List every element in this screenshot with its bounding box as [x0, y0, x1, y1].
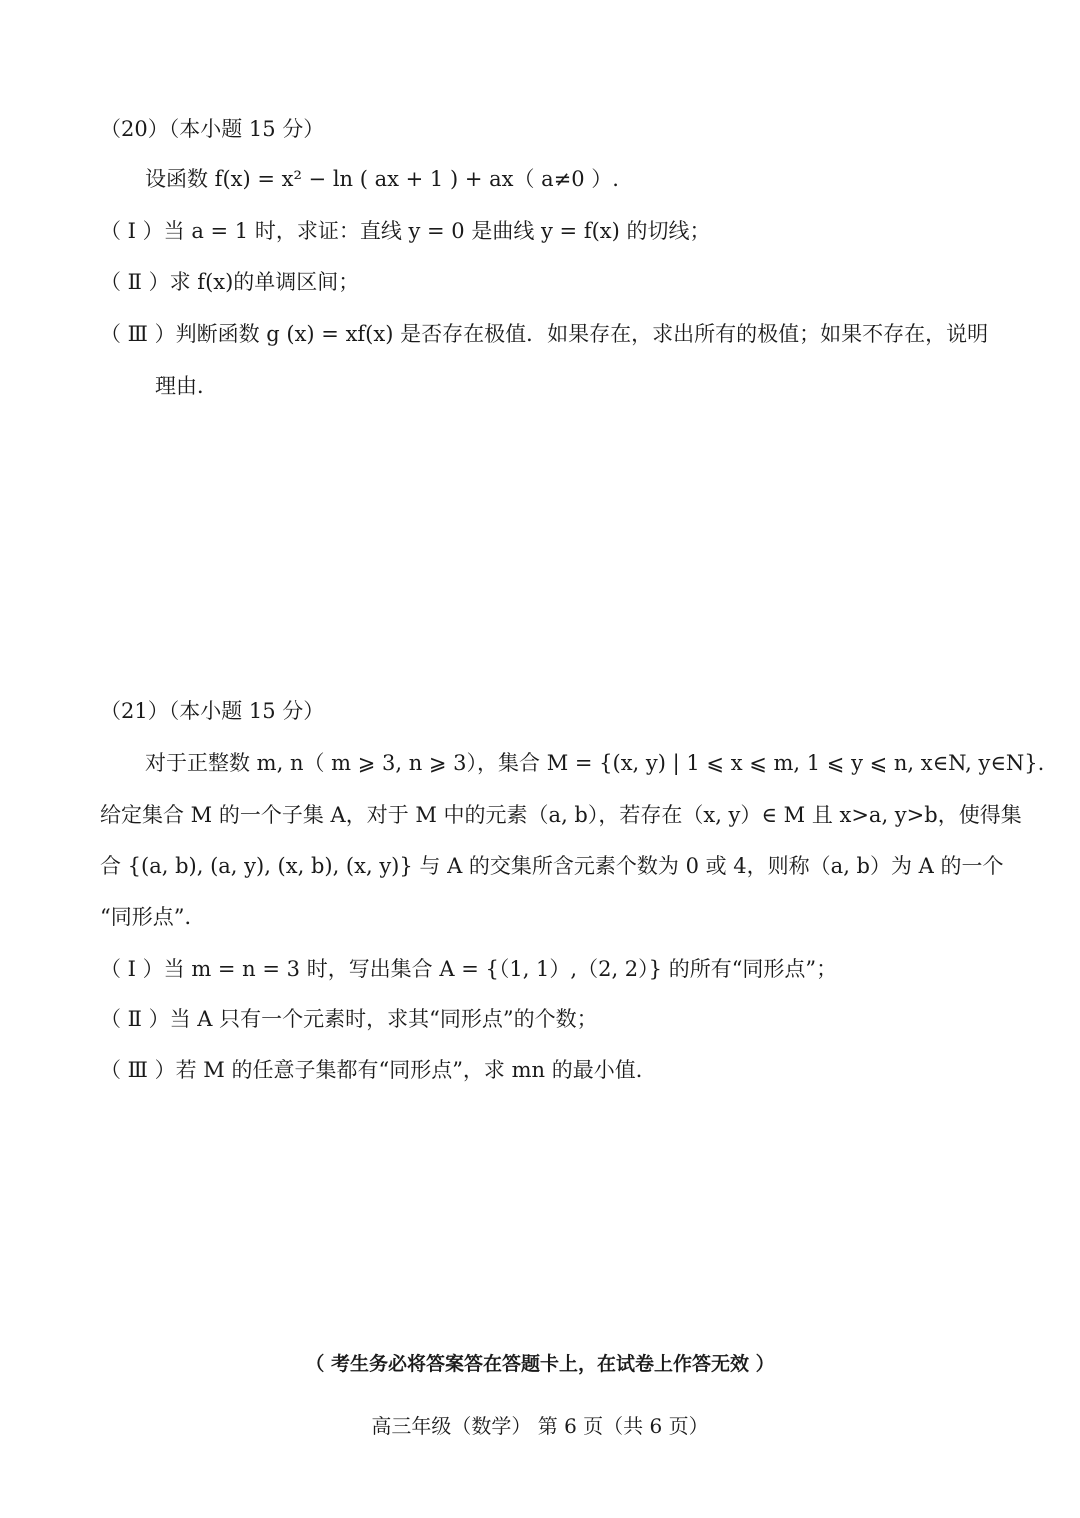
q20-part2: （ Ⅱ ）求 f(x)的单调区间；	[100, 270, 360, 294]
q20-stem: 设函数 f(x) = x² − ln ( ax + 1 ) + ax（ a≠0 ）.	[145, 167, 619, 191]
q20-part3-line2: 理由．	[155, 374, 218, 398]
q21-stem-line1: 对于正整数 m, n（ m ⩾ 3, n ⩾ 3），集合 M = {(x, y) | 1 ⩽ x ⩽ m, 1 ⩽ y ⩽ n, x∈N, y∈N}.	[145, 751, 1045, 775]
q21-header: （21）（本小题 15 分）	[100, 699, 325, 723]
q20-header: （20）（本小题 15 分）	[100, 117, 325, 141]
q20-part3-line1: （ Ⅲ ）判断函数 g (x) = xf(x) 是否存在极值．如果存在，求出所有的极值；如果不存在，说明	[100, 322, 989, 346]
answer-notice: （ 考生务必将答案答在答题卡上，在试卷上作答无效 ）	[305, 1353, 775, 1375]
q21-part1: （ Ⅰ ）当 m = n = 3 时，写出集合 A = {（1, 1）,（2, 2）} 的所有“同形点”；	[100, 957, 838, 981]
q21-stem-line2: 给定集合 M 的一个子集 A，对于 M 中的元素（a, b），若存在（x, y）∈ M 且 x>a, y>b，使得集	[100, 803, 1022, 827]
q21-stem-line3: 合 {(a, b), (a, y), (x, b), (x, y)} 与 A 的交集所含元素个数为 0 或 4，则称（a, b）为 A 的一个	[100, 854, 1004, 878]
q20-part1: （ Ⅰ ）当 a = 1 时，求证：直线 y = 0 是曲线 y = f(x) 的切线；	[100, 219, 711, 243]
page-footer: 高三年级（数学） 第 6 页（共 6 页）	[371, 1414, 709, 1438]
q21-stem-line4: “同形点”．	[100, 905, 206, 929]
q21-part3: （ Ⅲ ）若 M 的任意子集都有“同形点”，求 mn 的最小值．	[100, 1058, 657, 1082]
q21-part2: （ Ⅱ ）当 A 只有一个元素时，求其“同形点”的个数；	[100, 1007, 598, 1031]
